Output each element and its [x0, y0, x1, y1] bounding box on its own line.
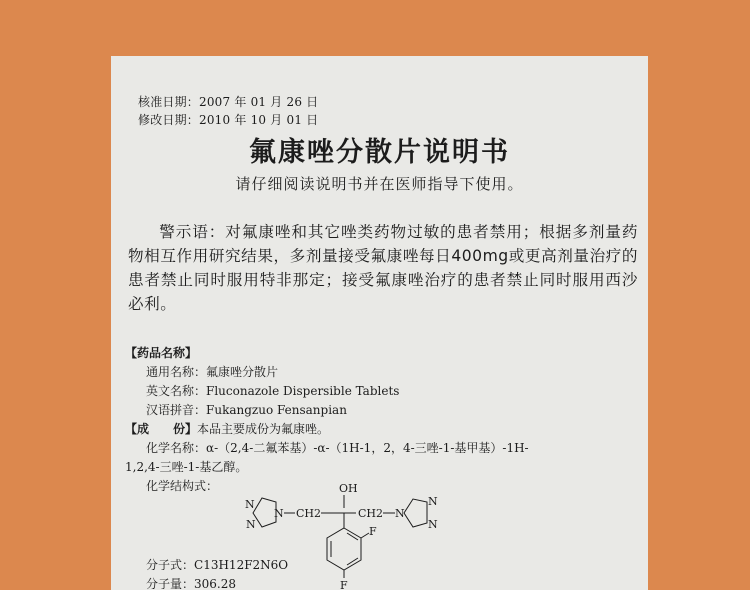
right-n-link: N: [395, 507, 405, 520]
left-triazole-ring: [253, 498, 276, 527]
right-n-top: N: [428, 495, 438, 508]
left-n-top: N: [245, 498, 255, 511]
document-subtitle: 请仔细阅读说明书并在医师指导下使用。: [235, 175, 524, 193]
molecular-weight-row: 分子量：306.28: [146, 577, 237, 590]
section-drug-name: 【药品名称】: [125, 346, 198, 360]
molecular-formula-row: 分子式：C13H12F2N6O: [146, 558, 289, 572]
chemical-name-continued: 1,2,4-三唑-1-基乙醇。: [125, 460, 248, 474]
chemical-name-row: 化学名称：α-（2,4-二氟苯基）-α-（1H-1，2，4-三唑-1-基甲基）-1H-: [146, 441, 529, 455]
warning-text: 警示语：对氟康唑和其它唑类药物过敏的患者禁用；根据多剂量药物相互作用研究结果，多剂量接受氟康唑每日400mg或更高剂量治疗的患者禁止同时服用特非那定；接受氟康唑治疗的患者禁止同时服用西沙必利。: [128, 223, 638, 313]
left-ch2: CH2: [296, 507, 322, 520]
hydroxyl-label: OH: [339, 482, 358, 495]
structure-label: 化学结构式：: [146, 479, 219, 493]
right-triazole-ring: [404, 499, 427, 527]
phenyl-ring: [327, 528, 361, 570]
revision-date: 修改日期：2010 年 10 月 01 日: [138, 113, 319, 127]
left-n-bottom: N: [246, 518, 256, 531]
phenyl-double-bond-2: [347, 558, 358, 565]
generic-name-row: 通用名称：氟康唑分散片: [146, 365, 279, 379]
left-n-link: N: [274, 507, 284, 520]
composition-row: 【成 份】本品主要成份为氟康唑。: [125, 422, 330, 436]
right-n-bottom: N: [428, 518, 438, 531]
document-body: [125, 344, 640, 496]
phenyl-double-bond-3: [347, 533, 358, 540]
english-name-row: 英文名称：Fluconazole Dispersible Tablets: [146, 384, 400, 398]
right-ch2: CH2: [358, 507, 384, 520]
document-title: 氟康唑分散片说明书: [249, 137, 510, 168]
bond-fluoro-ortho: [361, 533, 369, 538]
leaflet-page: [111, 56, 648, 590]
approval-date: 核准日期：2007 年 01 月 26 日: [138, 95, 319, 109]
warning-box: [128, 220, 638, 316]
fluoro-para-label: F: [340, 579, 348, 590]
fluoro-ortho-label: F: [369, 525, 377, 538]
pinyin-row: 汉语拼音：Fukangzuo Fensanpian: [146, 403, 347, 417]
